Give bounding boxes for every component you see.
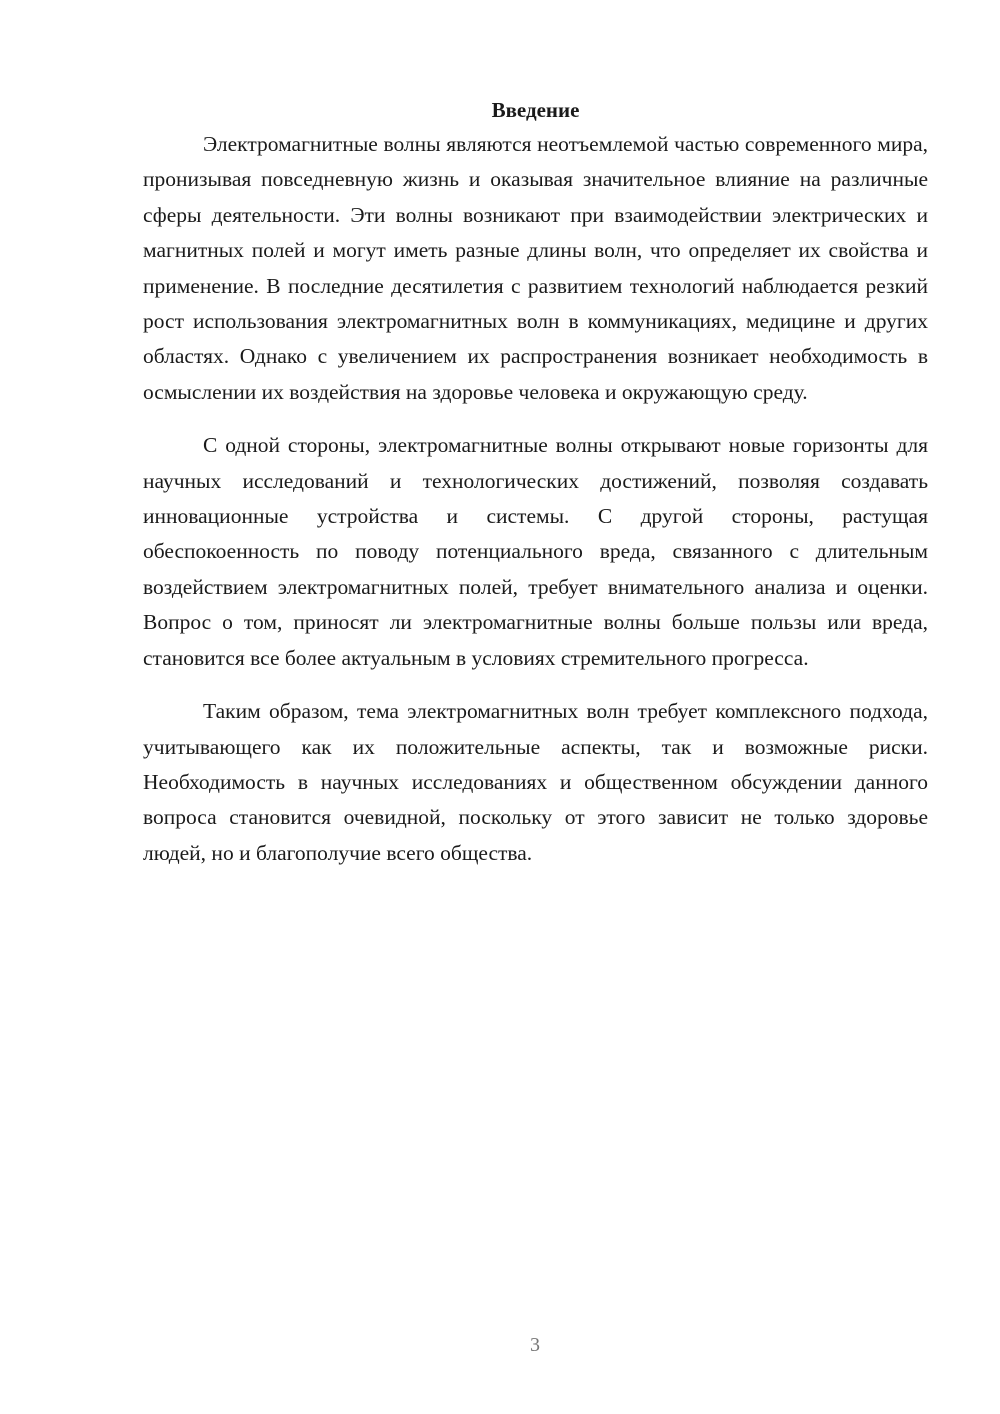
page-content — [143, 92, 928, 871]
paragraph-3: Таким образом, тема электромагнитных волн требует комплексного подхода, учитывающего как их положительные аспекты, так и возможные риски. Необходимость в научных исследованиях и общественном обсуждении данного вопроса становится очевидной, поскольку от этого зависит не только здоровье людей, но и благополучие всего общества. — [143, 699, 928, 865]
paragraph-2: С одной стороны, электромагнитные волны открывают новые горизонты для научных исследований и технологических достижений, позволяя создавать инновационные устройства и системы. С другой стороны, растущая обеспокоенность по поводу потенциального вреда, связанного с длительным воздействием электромагнитных полей, требует внимательного анализа и оценки. Вопрос о том, приносят ли электромагнитные волны больше пользы или вреда, становится все более актуальным в условиях стремительного прогресса. — [143, 433, 928, 670]
paragraph-1: Электромагнитные волны являются неотъемлемой частью современного мира, пронизывая повседневную жизнь и оказывая значительное влияние на различные сферы деятельности. Эти волны возникают при взаимодействии электрических и магнитных полей и могут иметь разные длины волн, что определяет их свойства и применение. В последние десятилетия с развитием технологий наблюдается резкий рост использования электромагнитных волн в коммуникациях, медицине и других областях. Однако с увеличением их распространения возникает необходимость в осмыслении их воздействия на здоровье человека и окружающую среду. — [143, 132, 928, 404]
page-number: 3 — [530, 1334, 540, 1356]
section-heading: Введение — [491, 98, 580, 122]
